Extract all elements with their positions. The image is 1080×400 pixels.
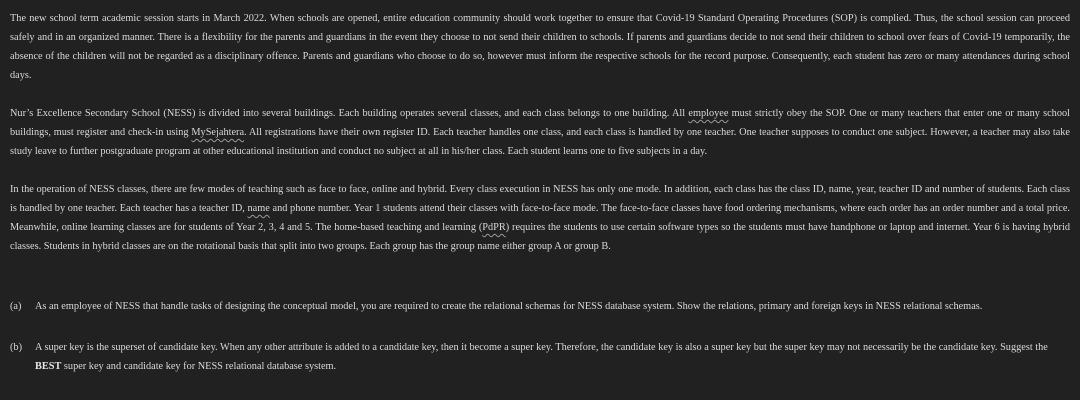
question-label: (b) [10,342,23,353]
spellcheck-word: MySejahtera [191,127,245,138]
emphasis-best: BEST [35,361,62,372]
spellcheck-word: PdPR [482,222,506,233]
question-text [35,338,1070,376]
paragraph-intro: The new school term academic session starts in March 2022. When schools are opened, entire education community should work together to ensure that Covid-19 Standard Operating Procedures (SOP) is complied. Thus, the school session can proceed safely and in an organized manner. There is a flexibility for the parents and guardians in the event they choose to not send their children to schools. If parents and guardians decide to not send their children to school over fears of Covid-19 temporarily, the absence of the children will not be regarded as a disciplinary offence. Parents and guardians who choose to do so, however must inform the respective schools for the record purpose. Consequently, each student has zero or many attendances during school days. [10,13,1070,81]
text-run: In the operation of NESS classes, there are few modes of teaching such as face to face, online and hybrid. Every class execution in NESS has only one mode. In addition, each class has the class ID, name, year, teacher ID and number of students. Each class is handled by one teacher. Each teacher has a teacher ID, [10,184,1070,214]
paragraph-teaching-modes [10,180,1070,256]
question-text: As an employee of NESS that handle tasks of designing the conceptual model, you are required to create the relational schemas for NESS database system. Show the relations, primary and foreign keys in NESS relational schemas. [35,301,983,312]
spellcheck-word: employee [688,108,729,119]
question-label: (a) [10,301,22,312]
text-run: must strictly obey the SOP. One or many teachers that enter one or many school buildings, must register and check-in using [10,108,1070,138]
question-b [10,338,1070,376]
paragraph-buildings [10,104,1070,161]
spellcheck-word: name [247,203,270,214]
text-run: ) requires the students to use certain software types so the students must have handphone or laptop and internet. Year 6 is having hybrid classes. Students in hybrid classes are on the rotational basis that split into two groups. Each group has the group name either group A or group B. [10,222,1070,252]
text-run: super key and candidate key for NESS relational database system. [61,361,337,372]
text-run: . All registrations have their own register ID. Each teacher handles one class, and each class is handled by one teacher. One teacher supposes to conduct one subject. However, a teacher may also take study leave to further postgraduate program at other educational institution and conduct no subject at all in his/her class. Each student learns one to five subjects in a day. [10,127,1070,157]
text-run: A super key is the superset of candidate key. When any other attribute is added to a candidate key, then it become a super key. Therefore, the candidate key is also a super key but the super key may not necessarily be the candidate key. Suggest the [35,342,1048,353]
text-run: and phone number. Year 1 students attend their classes with face-to-face mode. The face-to-face classes have food ordering mechanisms, where each order has an order number and a total price. Meanwhile, online learning classes are for students of Year 2, 3, 4 and 5. The home-based teaching and learning ( [10,203,1071,233]
question-a [10,297,1070,316]
text-run: Nur’s Excellence Secondary School (NESS) is divided into several buildings. Each building operates several classes, and each class belongs to one building. All [10,108,689,119]
